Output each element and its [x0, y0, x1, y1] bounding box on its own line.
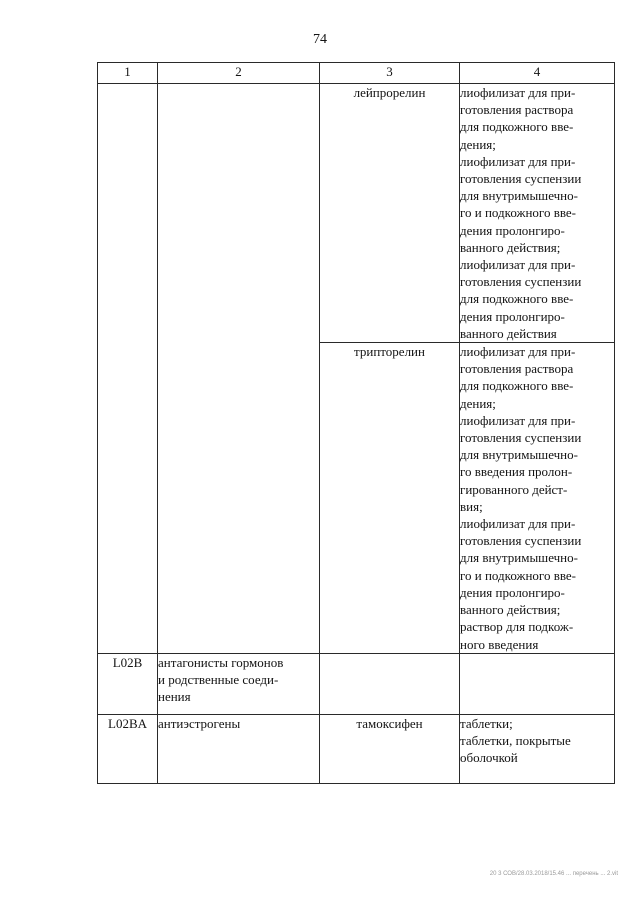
dosage-form-line: раствор для подкож- — [460, 619, 574, 635]
group-line: и родственные соеди- — [158, 671, 279, 687]
dosage-form-line: для внутримышечно- — [460, 447, 578, 463]
dosage-form-line: дения; — [460, 395, 496, 411]
dosage-form-line: для внутримышечно- — [460, 188, 578, 204]
group-cell — [158, 653, 320, 714]
table-row — [98, 653, 615, 714]
page-number: 74 — [313, 32, 327, 47]
dosage-form-line: го введения пролон- — [460, 464, 573, 480]
dosage-form-line: готовления суспензии — [460, 430, 582, 446]
table-header-row — [98, 63, 615, 84]
dosage-form-line: лиофилизат для при- — [460, 85, 576, 100]
table-row — [98, 343, 615, 654]
dosage-form-line: ного введения — [460, 636, 539, 652]
dosage-form-line: дения пролонгиро- — [460, 584, 565, 600]
dosage-form-line: лиофилизат для при- — [460, 516, 576, 532]
drug-cell: тамоксифен — [320, 714, 460, 783]
group-line: антиэстрогены — [158, 715, 241, 731]
dosage-form-line: оболочкой — [460, 750, 518, 766]
dosage-form-line: готовления суспензии — [460, 533, 582, 549]
dosage-form-line: готовления раствора — [460, 361, 574, 377]
dosage-form-line: го и подкожного вве- — [460, 567, 576, 583]
dosage-forms-cell — [460, 653, 615, 714]
dosage-form-line: для подкожного вве- — [460, 119, 574, 135]
drug-cell — [320, 653, 460, 714]
dosage-form-line: лиофилизат для при- — [460, 344, 576, 360]
group-line: антагонисты гормонов — [158, 654, 284, 670]
dosage-form-line: го и подкожного вве- — [460, 205, 576, 221]
dosage-forms-cell — [460, 343, 615, 654]
code-cell: L02BA — [98, 714, 158, 783]
column-header-1: 1 — [98, 63, 158, 84]
dosage-form-line: дения; — [460, 136, 496, 152]
dosage-form-line: ванного действия; — [460, 239, 561, 255]
column-header-4: 4 — [460, 63, 615, 84]
dosage-form-line: готовления суспензии — [460, 274, 582, 290]
drug-cell: лейпрорелин — [320, 84, 460, 343]
code-cell — [98, 343, 158, 654]
code-cell — [98, 84, 158, 343]
dosage-forms-cell — [460, 84, 615, 343]
dosage-form-line: ванного действия; — [460, 602, 561, 618]
dosage-form-line: вия; — [460, 498, 483, 514]
dosage-forms-cell — [460, 714, 615, 783]
drug-list-table — [97, 62, 615, 784]
code-cell: L02B — [98, 653, 158, 714]
dosage-form-line: дения пролонгиро- — [460, 308, 565, 324]
dosage-form-line: таблетки, покрытые — [460, 732, 571, 748]
group-cell — [158, 84, 320, 343]
dosage-form-line: готовления раствора — [460, 102, 574, 118]
group-line: нения — [158, 689, 191, 705]
dosage-form-line: лиофилизат для при- — [460, 412, 576, 428]
dosage-form-line: готовления суспензии — [460, 171, 582, 187]
dosage-form-line: таблетки; — [460, 715, 513, 731]
table-row — [98, 714, 615, 783]
dosage-form-line: для подкожного вве- — [460, 378, 574, 394]
dosage-form-line: ванного действия — [460, 325, 557, 341]
dosage-form-line: для подкожного вве- — [460, 291, 574, 307]
drug-cell: трипторелин — [320, 343, 460, 654]
document-footer-stamp: 20 3 СОВ/28.03.2018/15.46 ... перечень ... 2.vit — [489, 871, 618, 877]
table-row — [98, 84, 615, 343]
dosage-form-line: лиофилизат для при- — [460, 153, 576, 169]
dosage-form-line: для внутримышечно- — [460, 550, 578, 566]
dosage-form-line: дения пролонгиро- — [460, 222, 565, 238]
column-header-2: 2 — [158, 63, 320, 84]
dosage-form-line: гированного дейст- — [460, 481, 568, 497]
dosage-form-line: лиофилизат для при- — [460, 257, 576, 273]
column-header-3: 3 — [320, 63, 460, 84]
group-cell — [158, 343, 320, 654]
group-cell — [158, 714, 320, 783]
